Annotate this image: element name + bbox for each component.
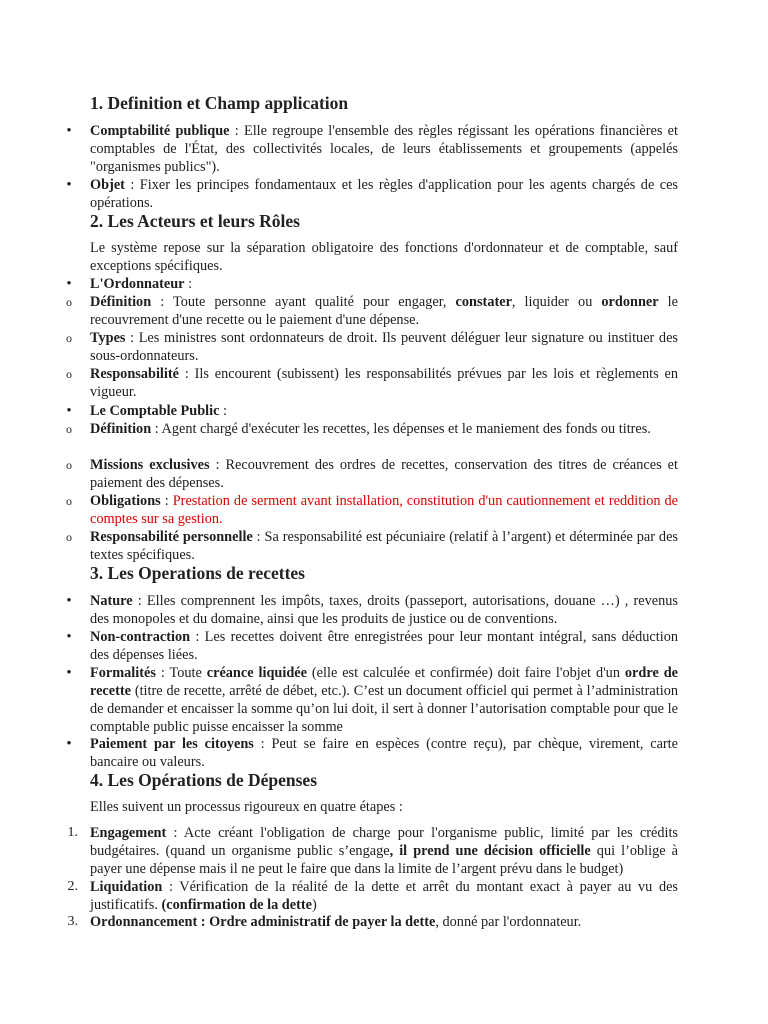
bullet-icon xyxy=(62,176,76,195)
step-ordonnancement: Ordonnancement : Ordre administratif de payer la dette, donné par l'ordonnateur. xyxy=(90,914,582,930)
sub-item-comptable-missions: Missions exclusives : Recouvrement des ordres de recettes, conservation des titres de créances et paiement des dépenses. xyxy=(90,457,678,491)
sub-item-comptable-obligations: Obligations : Prestation de serment avant installation, constitution d'un cautionnement et reddition de comptes sur sa gestion. xyxy=(90,493,679,527)
sub-item-comptable-definition: Définition : Agent chargé d'exécuter les recettes, les dépenses et le maniement des fonds ou titres. xyxy=(90,421,651,437)
list-item-objet: Objet : Fixer les principes fondamentaux et les règles d'application pour les agents chargés de ces opérations. xyxy=(90,177,678,211)
section-4-heading: 4. Les Opérations de Dépenses xyxy=(90,770,318,790)
sub-item-comptable-responsabilite: Responsabilité personnelle : Sa responsabilité est pécuniaire (relatif à l’argent) et déterminée par des textes spécifiques. xyxy=(90,529,678,563)
list-item-paiement: Paiement par les citoyens : Peut se faire en espèces (contre reçu), par chèque, virement, carte bancaire ou valeurs. xyxy=(90,736,678,770)
bullet-icon xyxy=(62,592,76,611)
sub-item-ordonnateur-responsabilite: Responsabilité : Ils encourent (subissent) les responsabilités prévues par les lois et règlements en vigueur. xyxy=(90,366,678,400)
circle-bullet-icon: o xyxy=(66,458,72,472)
section-3-heading: 3. Les Operations de recettes xyxy=(90,563,305,583)
list-number: 3. xyxy=(67,914,78,929)
list-item-nature: Nature : Elles comprennent les impôts, taxes, droits (passeport, autorisations, douane …) , revenus des monopoles et du domaine, ainsi que les produits de justice ou de conventions. xyxy=(90,593,678,627)
sub-item-ordonnateur-types: Types : Les ministres sont ordonnateurs de droit. Ils peuvent déléguer leur signature ou instituer des sous-ordonnateurs. xyxy=(90,330,678,364)
circle-bullet-icon: o xyxy=(66,422,72,436)
list-number: 2. xyxy=(67,879,78,894)
list-number: 1. xyxy=(67,825,78,840)
step-engagement: Engagement : Acte créant l'obligation de charge pour l'organisme public, limité par les crédits budgétaires. (quand un organisme public s’engage, il prend une décision officielle qui l’oblige à payer une dépense mais il ne peut le faire que dans la limite de l’argent prévu dans le budget) xyxy=(90,825,678,877)
bullet-icon xyxy=(62,122,76,141)
list-item-comptable-public: Le Comptable Public : xyxy=(90,403,228,419)
circle-bullet-icon: o xyxy=(66,530,72,544)
obligations-highlight-text: Prestation de serment avant installation, constitution d'un cautionnement et reddition de comptes sur sa gestion. xyxy=(90,493,679,527)
list-item-non-contraction: Non-contraction : Les recettes doivent être enregistrées pour leur montant intégral, sans déduction des dépenses liées. xyxy=(90,629,678,663)
step-liquidation: Liquidation : Vérification de la réalité de la dette et arrêt du montant exact à payer au vu des justificatifs. (confirmation de la dette) xyxy=(90,879,678,913)
section-2-heading: 2. Les Acteurs et leurs Rôles xyxy=(90,211,300,231)
bullet-icon xyxy=(62,275,76,294)
list-item-ordonnateur: L'Ordonnateur : xyxy=(90,276,193,292)
circle-bullet-icon: o xyxy=(66,367,72,381)
circle-bullet-icon: o xyxy=(66,295,72,309)
bullet-icon xyxy=(62,402,76,421)
circle-bullet-icon: o xyxy=(66,331,72,345)
section-1-heading: 1. Definition et Champ application xyxy=(90,93,349,113)
bullet-icon xyxy=(62,628,76,647)
circle-bullet-icon: o xyxy=(66,494,72,508)
list-item-formalites: Formalités : Toute créance liquidée (elle est calculée et confirmée) doit faire l'objet d'un ordre de recette (titre de recette, arrêté de débet, etc.). C’est un document officiel qui permet à l’administration de demander et encaisser la somme qu’on lui doit, il sert à donner l’autorisation comptable pour que le comptable public puisse encaisser la somme xyxy=(90,665,679,735)
section-4-intro: Elles suivent un processus rigoureux en quatre étapes : xyxy=(90,799,403,815)
bullet-icon xyxy=(62,664,76,683)
section-2-intro: Le système repose sur la séparation obligatoire des fonctions d'ordonnateur et de comptable, sauf exceptions spécifiques. xyxy=(90,240,678,274)
sub-item-ordonnateur-definition: Définition : Toute personne ayant qualité pour engager, constater, liquider ou ordonner le recouvrement d'une recette ou le paiement d'une dépense. xyxy=(90,294,678,328)
bullet-icon xyxy=(62,735,76,754)
list-item-comptabilite-publique: Comptabilité publique : Elle regroupe l'ensemble des règles régissant les opérations financières et comptables de l'État, des collectivités locales, de leurs établissements et groupements (appelés "organismes publics"). xyxy=(90,123,678,175)
